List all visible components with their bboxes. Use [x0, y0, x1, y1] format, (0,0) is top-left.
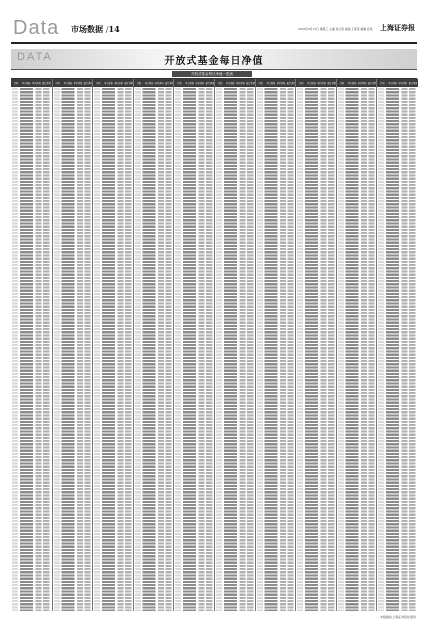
table-column	[133, 79, 175, 611]
column-header-cell: 基金简称	[21, 82, 31, 85]
column-header-cell: 基金简称	[347, 82, 357, 85]
column-header-cell: 累计净值	[408, 82, 418, 85]
column-header-cell: 基金简称	[185, 82, 194, 85]
column-header-cell: 基金简称	[104, 82, 113, 85]
table-column	[376, 79, 418, 611]
column-header-cell: 基金简称	[144, 82, 154, 85]
column-header-cell: 代码	[258, 82, 263, 85]
data-logo: Data	[13, 17, 60, 39]
page-number: 14	[108, 24, 120, 34]
column-header-cell: 单位净值	[398, 82, 408, 85]
column-header-cell: 基金简称	[63, 82, 73, 85]
column-header-cell: 单位净值	[276, 82, 286, 85]
column-header-cell: 单位净值	[195, 82, 205, 85]
page-header	[11, 14, 417, 44]
column-header-cell: 累计净值	[246, 82, 255, 85]
section-label	[71, 24, 120, 35]
table-column	[295, 79, 337, 611]
column-header	[296, 79, 337, 87]
column-header-cell: 单位净值	[114, 82, 123, 85]
table-rows	[175, 88, 214, 611]
column-header-cell: 累计净值	[286, 82, 296, 85]
table-rows	[12, 88, 51, 611]
table-column	[11, 79, 52, 611]
table-rows	[135, 88, 174, 611]
column-header-cell: 基金简称	[307, 82, 316, 85]
column-header-cell: 累计净值	[164, 82, 174, 85]
column-header-cell: 代码	[136, 82, 142, 85]
column-header-cell: 代码	[177, 82, 182, 85]
table-column	[214, 79, 256, 611]
table-subtitle: 开放式基金每日净值一览表	[172, 71, 252, 77]
column-header	[377, 79, 418, 87]
table-column	[52, 79, 94, 611]
column-header	[93, 79, 134, 87]
dateline: 2010年9月15日 星期三 主编 刘义雷 美编 王某某 编辑 张某	[298, 27, 373, 31]
page-separator: /	[105, 25, 109, 34]
table-rows	[216, 88, 255, 611]
footer-note: 本数据由上海证券报社提供	[379, 615, 416, 619]
section-title: 市场数据	[71, 24, 103, 34]
column-header-cell: 累计净值	[367, 82, 377, 85]
column-header	[11, 79, 52, 87]
column-header	[174, 79, 215, 87]
table-rows	[297, 88, 336, 611]
column-header	[256, 79, 297, 87]
column-header-cell: 累计净值	[83, 82, 93, 85]
column-header-cell: 基金简称	[266, 82, 276, 85]
column-header-cell: 单位净值	[357, 82, 367, 85]
column-header-cell: 代码	[299, 82, 304, 85]
column-header-cell: 代码	[96, 82, 101, 85]
title-banner	[11, 49, 417, 70]
column-header-cell: 单位净值	[73, 82, 83, 85]
column-header-cell: 单位净值	[154, 82, 164, 85]
column-header-cell: 累计净值	[205, 82, 215, 85]
column-header	[215, 79, 256, 87]
column-header-cell: 代码	[13, 82, 19, 85]
table-column	[336, 79, 378, 611]
banner-deco-text: DATA	[17, 51, 53, 63]
table-column	[255, 79, 297, 611]
table-rows	[94, 88, 133, 611]
table-rows	[257, 88, 296, 611]
column-header-cell: 代码	[217, 82, 223, 85]
column-header-cell: 累计净值	[42, 82, 51, 85]
column-header-cell: 单位净值	[317, 82, 326, 85]
table-column	[173, 79, 215, 611]
column-header	[53, 79, 94, 87]
column-header-cell: 累计净值	[327, 82, 337, 85]
table-column	[92, 79, 134, 611]
column-header	[134, 79, 175, 87]
table-title: 开放式基金每日净值	[164, 56, 264, 67]
column-header-cell: 累计净值	[124, 82, 134, 85]
column-header-cell: 单位净值	[32, 82, 41, 85]
column-header-cell: 基金简称	[388, 82, 397, 85]
table-rows	[338, 88, 377, 611]
column-header-cell: 代码	[339, 82, 345, 85]
fund-nav-table	[11, 78, 417, 611]
column-header-cell: 单位净值	[236, 82, 245, 85]
newspaper-name: 上海证券报	[380, 23, 415, 32]
table-rows	[54, 88, 93, 611]
column-header	[337, 79, 378, 87]
column-header-cell: 代码	[55, 82, 60, 85]
column-header-cell: 基金简称	[225, 82, 235, 85]
column-header-cell: 代码	[380, 82, 385, 85]
table-rows	[378, 88, 417, 611]
